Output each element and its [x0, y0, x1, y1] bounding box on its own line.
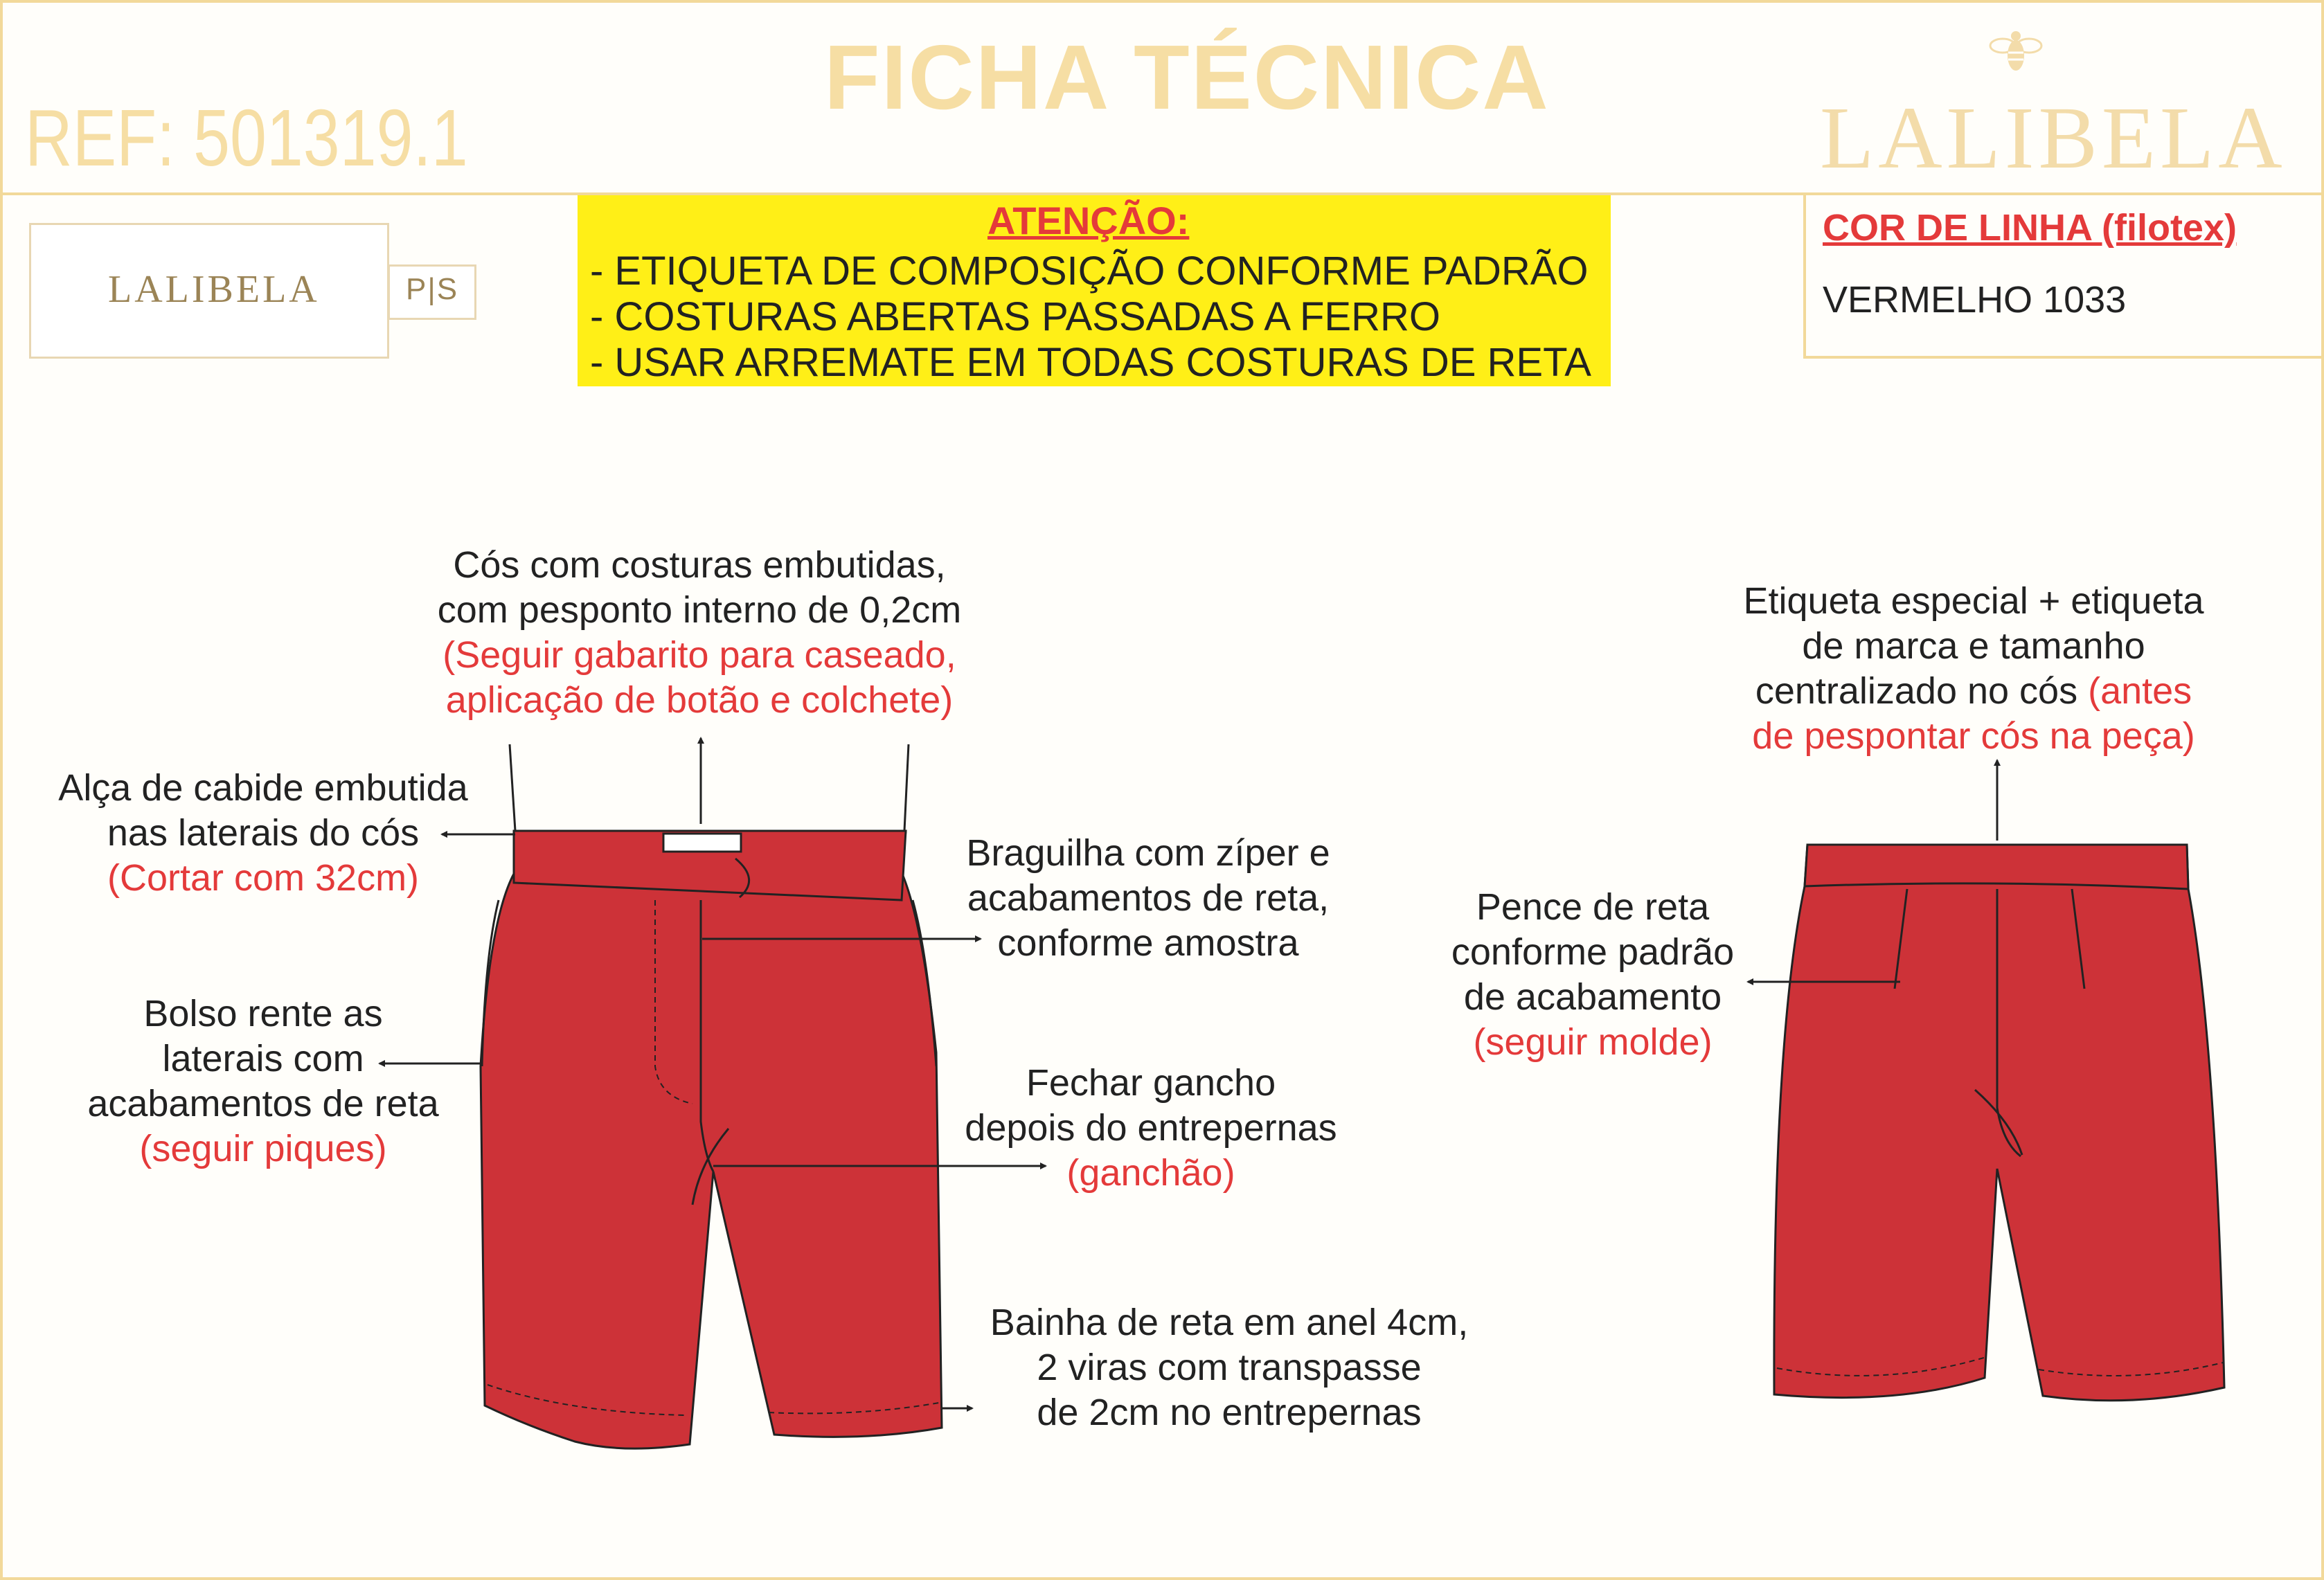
front-shorts-drawing	[481, 744, 942, 1448]
hanger-loop-right	[904, 744, 909, 831]
attention-title: ATENÇÃO:	[987, 199, 1190, 242]
annotation-fly: Braguilha com zíper e acabamentos de reta, conforme amostra	[966, 832, 1330, 964]
back-waistband	[1805, 845, 2188, 889]
size-label-text: P|S	[406, 272, 459, 306]
hanger-loop-left	[510, 744, 515, 831]
back-shorts-body	[1774, 845, 2224, 1401]
annotation-crotch: Fechar gancho depois do entrepernas (ganchão)	[965, 1062, 1337, 1194]
back-shorts-drawing	[1774, 845, 2224, 1401]
front-shorts-body	[481, 831, 942, 1448]
thread-color-title: COR DE LINHA (filotex)	[1823, 207, 2237, 249]
reference-code: REF: 501319.1	[25, 93, 468, 183]
waistband-buttonhole	[663, 834, 741, 852]
page-title: FICHA TÉCNICA	[824, 26, 1550, 128]
annotation-hanger-loop: Alça de cabide embutida nas laterais do cós (Cortar com 32cm)	[58, 767, 468, 899]
annotation-hem: Bainha de reta em anel 4cm, 2 viras com transpasse de 2cm no entrepernas	[990, 1302, 1469, 1433]
attention-line: - COSTURAS ABERTAS PASSADAS A FERRO	[590, 294, 1440, 339]
attention-line: - USAR ARREMATE EM TODAS COSTURAS DE RETA	[590, 340, 1591, 385]
annotation-back-label: Etiqueta especial + etiqueta de marca e tamanho centralizado no cós (antes de pespontar cós na peça)	[1743, 580, 2204, 757]
thread-color-value: VERMELHO 1033	[1823, 279, 2127, 321]
annotation-dart: Pence de reta conforme padrão de acabamento (seguir molde)	[1451, 886, 1735, 1063]
annotation-waistband: Cós com costuras embutidas, com pesponto interno de 0,2cm (Seguir gabarito para caseado, aplicação de botão e colchete)	[437, 544, 962, 721]
label-brand-text: LALIBELA	[108, 268, 320, 311]
attention-line: - ETIQUETA DE COMPOSIÇÃO CONFORME PADRÃO	[590, 249, 1589, 294]
annotation-pocket: Bolso rente as laterais com acabamentos de reta (seguir piques)	[87, 993, 439, 1169]
brand-logo: LALIBELA	[1820, 89, 2287, 187]
